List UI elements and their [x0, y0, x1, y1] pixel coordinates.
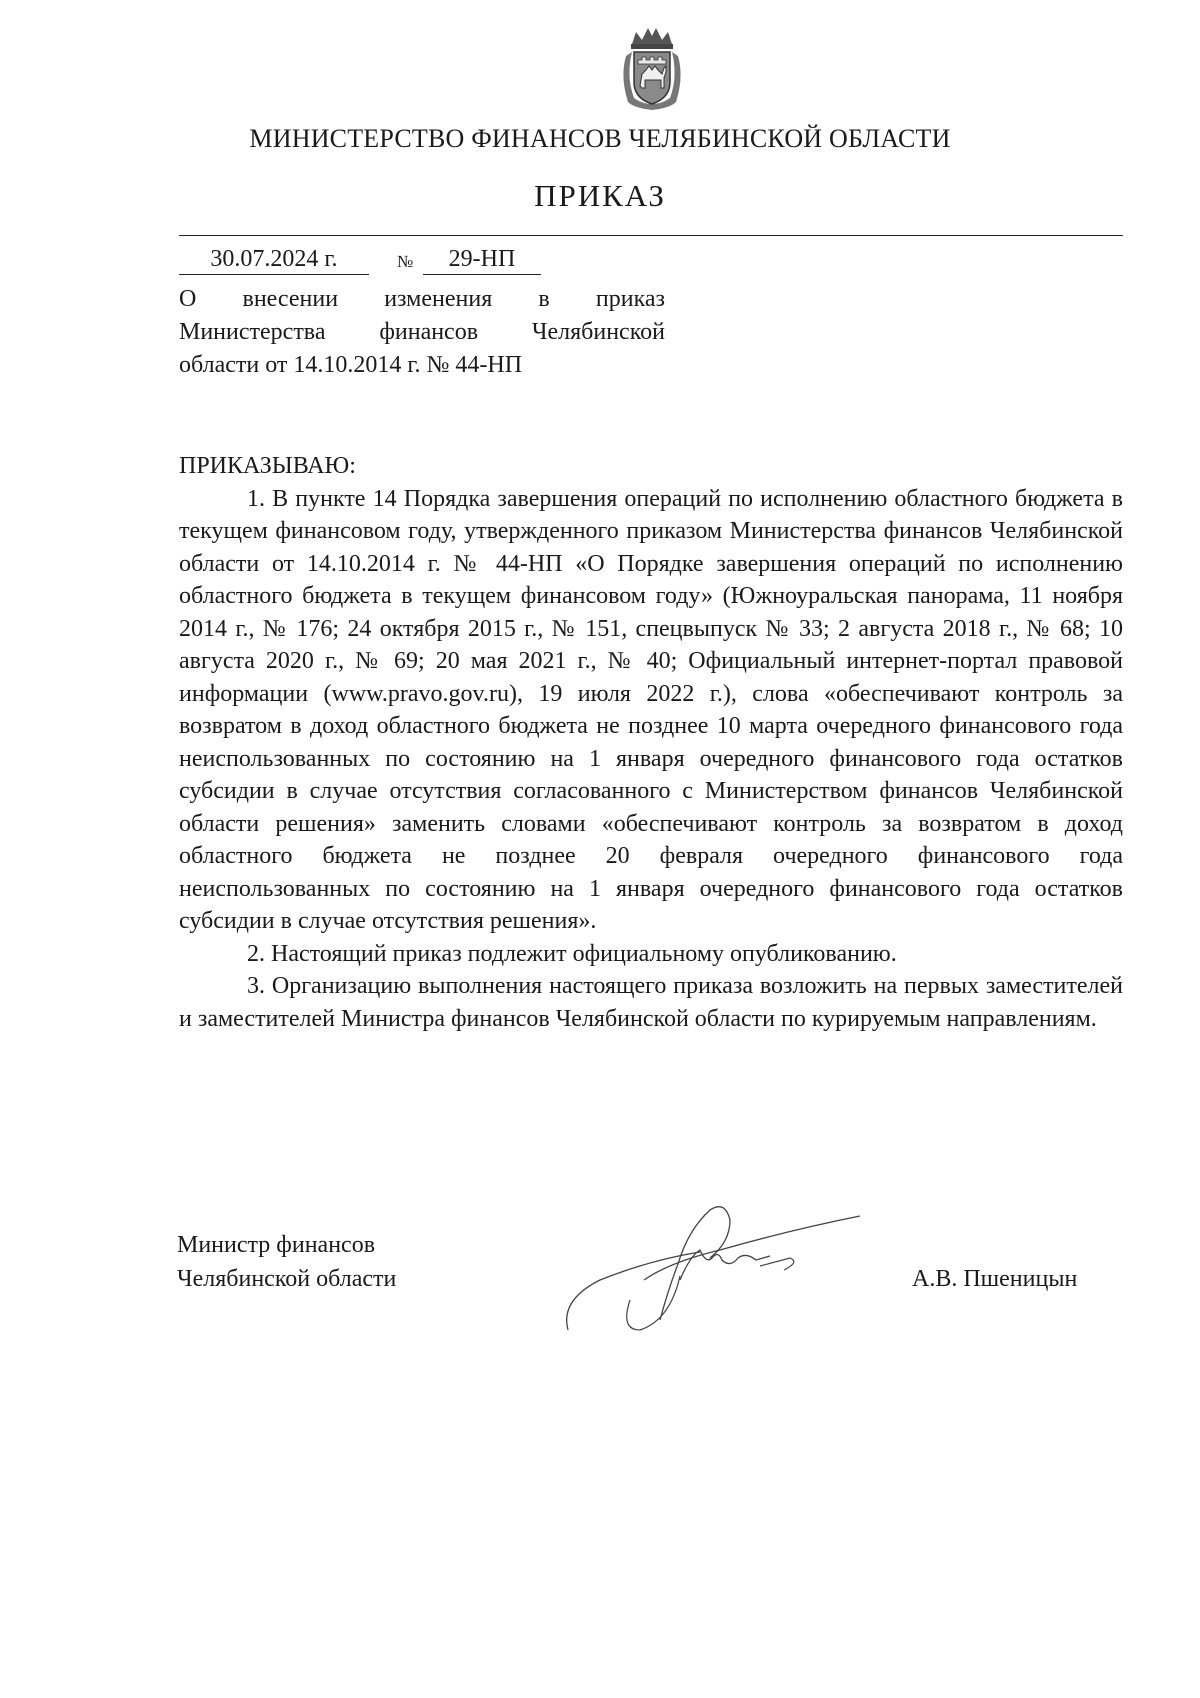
- subject-line: области от 14.10.2014 г. № 44-НП: [179, 352, 523, 378]
- order-item-2: 2. Настоящий приказ подлежит официальному опубликованию.: [247, 940, 897, 967]
- signatory-name: А.В. Пшеницын: [912, 1266, 1078, 1292]
- order-item-1: 1. В пункте 14 Порядка завершения операций по исполнению областного бюджета в текущем финансовом году, утвержденного приказом Министерства финансов Челябинской области от 14.10.2014 г. № 44-НП «О Порядке завершения операций по исполнению областного бюджета в текущем финансовом году» (Южноуральская панорама, 11 ноября 2014 г., № 176; 24 октября 2015 г., № 151, спецвыпуск № 33; 2 августа 2018 г., № 68; 10 августа 2020 г., № 69; 20 мая 2021 г., № 40; Официальный интернет-портал правовой информации (www.pravo.gov.ru), 19 июля 2022 г.), слова «обеспечивают контроль за возвратом в доход областного бюджета не позднее 10 марта очередного финансового года неиспользованных по состоянию на 1 января очередного финансового года остатков субсидии в случае отсутствия согласованного с Министерством финансов Челябинской области решения» заменить словами «обеспечивают контроль за возвратом в доход областного бюджета не позднее 20 февраля очередного финансового года неиспользованных по состоянию на 1 января очередного финансового года остатков субсидии в случае отсутствия решения».: [179, 485, 1123, 934]
- handwritten-signature: [560, 1180, 880, 1340]
- order-date: 30.07.2024 г.: [179, 244, 369, 275]
- signatory-title-line: Министр финансов: [177, 1232, 376, 1258]
- order-number: 29-НП: [423, 244, 541, 275]
- order-item-3: 3. Организацию выполнения настоящего приказа возложить на первых заместителей и заместителей Министра финансов Челябинской области по курируемым направлениям.: [179, 973, 1123, 1032]
- document-type-title: ПРИКАЗ: [534, 178, 666, 213]
- signatory-title: [177, 1228, 396, 1296]
- signatory-title-line: Челябинской области: [177, 1266, 397, 1292]
- order-body: [179, 450, 1123, 1035]
- number-sign: №: [397, 252, 414, 271]
- order-subject: [179, 283, 665, 382]
- ministry-name: МИНИСТЕРСТВО ФИНАНСОВ ЧЕЛЯБИНСКОЙ ОБЛАСТИ: [249, 124, 951, 153]
- coat-of-arms-icon: [618, 22, 686, 112]
- directive-heading: ПРИКАЗЫВАЮ:: [179, 453, 356, 479]
- subject-line: Министерства финансов Челябинской: [179, 319, 665, 345]
- subject-line: О внесении изменения в приказ: [179, 286, 665, 312]
- header-divider: [179, 235, 1123, 236]
